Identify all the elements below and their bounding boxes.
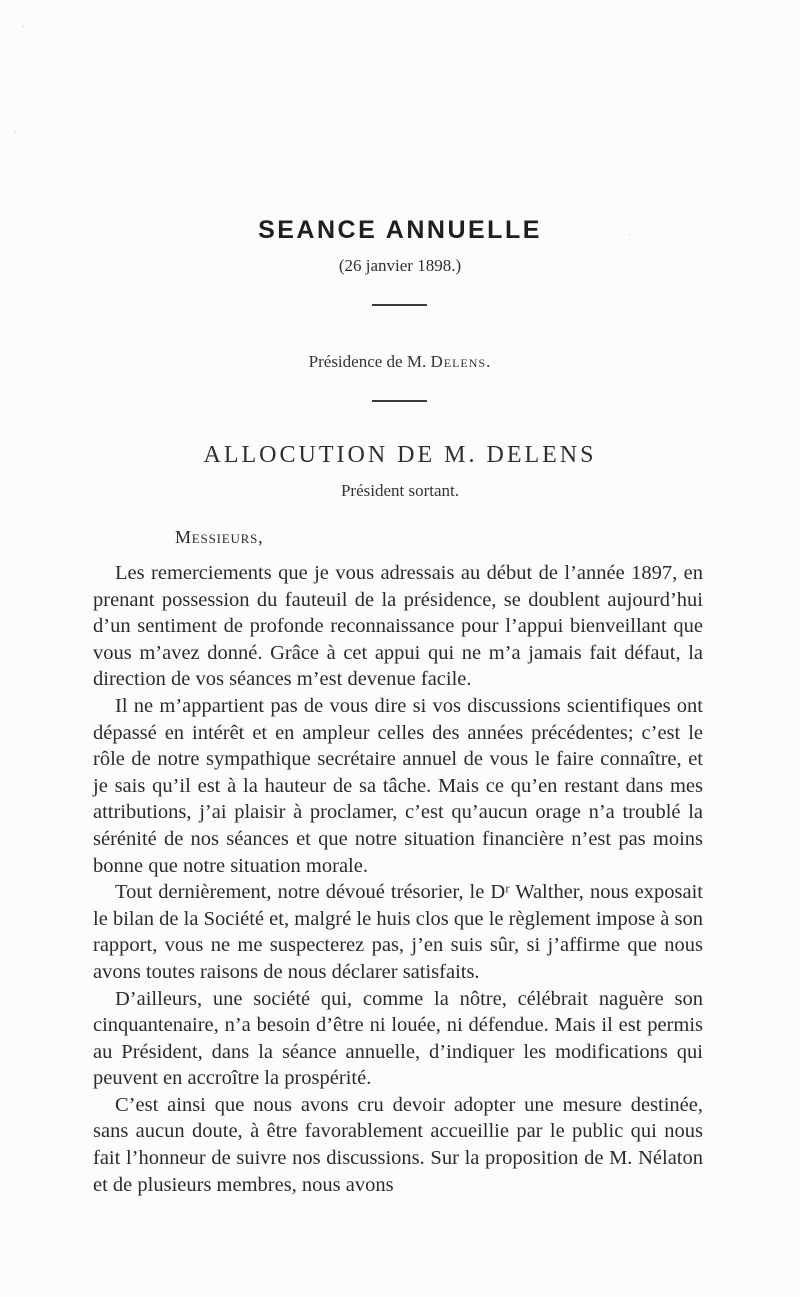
speech-body: [93, 560, 703, 1198]
paper-speck: ·: [628, 230, 632, 241]
salutation: Messieurs,: [175, 527, 264, 547]
divider-rule: [372, 400, 427, 402]
paragraph: Il ne m’appartient pas de vous dire si vos discussions scientifiques ont dépassé en intérêt et en ampleur celles des années précédentes; c’est le rôle de notre sympathique secrétaire annuel de vous le faire connaître, et je sais qu’il est à la hauteur de sa tâche. Mais ce qu’en restant dans mes attributions, j’ai plaisir à proclamer, c’est qu’aucun orage n’a troublé la sérénité de nos séances et que notre situation financière n’est pas moins bonne que notre situation morale.: [93, 694, 703, 877]
session-date: (26 janvier 1898.): [338, 256, 462, 275]
paragraph: Les remerciements que je vous adressais au début de l’année 1897, en prenant possession du fauteuil de la présidence, se doublent aujourd’hui d’un sentiment de profonde reconnaissance pour l’appui bienveillant que vous m’avez donné. Grâce à cet appui qui ne m’a jamais fait défaut, la direction de vos séances m’est devenue facile.: [93, 562, 703, 691]
divider-rule: [372, 304, 427, 306]
paper-speck: ·: [22, 22, 26, 33]
paragraph: C’est ainsi que nous avons cru devoir adopter une mesure destinée, sans aucun doute, à être favorablement accueillie par le public qui nous fait l’honneur de suivre nos discussions. Sur la proposition de M. Nélaton et de plusieurs membres, nous avons: [93, 1093, 703, 1196]
paper-speck: ·: [14, 128, 18, 139]
allocution-subtitle: Président sortant.: [340, 481, 460, 500]
presidence-prefix: Présidence de M.: [308, 352, 427, 371]
session-title: SEANCE ANNUELLE: [258, 216, 542, 244]
presidence-line: [0, 352, 800, 372]
paragraph: Tout dernièrement, notre dévoué trésorier, le Dʳ Walther, nous exposait le bilan de la Société et, malgré le huis clos que le règlement impose à son rapport, vous ne me suspecterez pas, j’en suis sûr, si j’affirme que nous avons toutes raisons de nous déclarer satisfaits.: [93, 881, 703, 983]
paragraph: D’ailleurs, une société qui, comme la nôtre, célébrait naguère son cinquantenaire, n’a besoin d’être ni louée, ni défendue. Mais il est permis au Président, dans la séance annuelle, d’indiquer les modifications qui peuvent en accroître la prospérité.: [93, 987, 703, 1090]
allocution-title: ALLOCUTION DE M. DELENS: [203, 442, 597, 468]
president-name: Delens.: [430, 352, 492, 371]
